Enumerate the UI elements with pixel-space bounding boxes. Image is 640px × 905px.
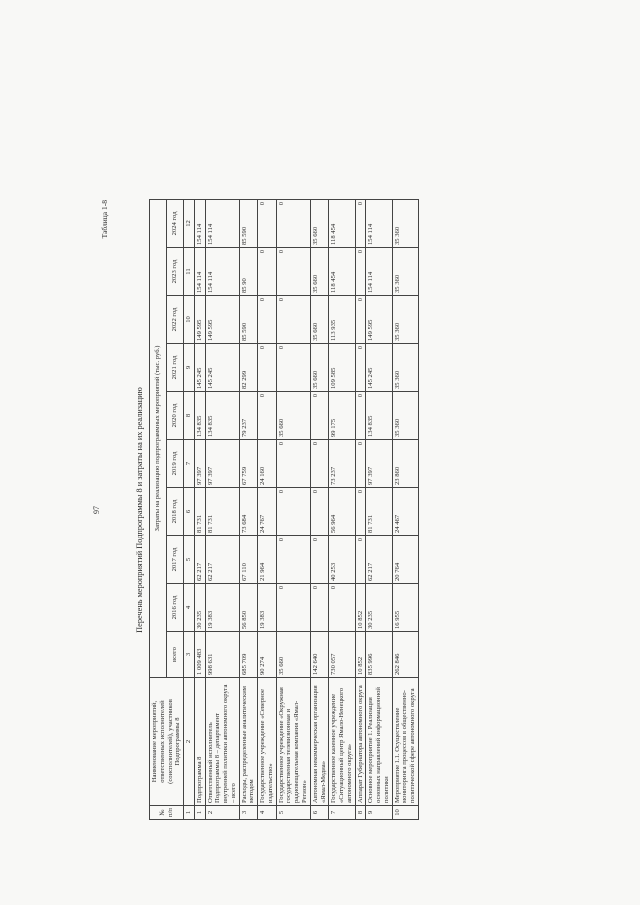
row-name: Государственное казенное учреждение «Ситуационный центр Ямало-Ненецкого автономного округа» — [329, 678, 355, 806]
row-year-value: 35 660 — [310, 296, 329, 344]
row-total: 730 057 — [329, 632, 355, 678]
row-number: 5 — [276, 806, 310, 820]
header-year: 2023 год — [167, 248, 184, 296]
row-name: Мероприятие 1.1. Осуществление мониторинга процессов в общественно-политической сфере автономного округа — [392, 678, 418, 806]
row-year-value: 0 — [258, 344, 277, 392]
row-year-value: 0 — [310, 440, 329, 488]
row-year-value: 0 — [258, 199, 277, 247]
row-year-value: 85 590 — [239, 296, 258, 344]
row-year-value: 0 — [329, 584, 355, 632]
row-year-value: 73 237 — [329, 440, 355, 488]
row-year-value: 154 114 — [366, 248, 392, 296]
row-year-value: 0 — [355, 392, 366, 440]
row-year-value: 19 383 — [205, 584, 239, 632]
row-year-value: 56 850 — [239, 584, 258, 632]
row-year-value: 149 595 — [205, 296, 239, 344]
row-name: Основное мероприятие 1. Реализация основных направлений информационной политики — [366, 678, 392, 806]
row-number: 10 — [392, 806, 418, 820]
row-year-value: 0 — [276, 440, 310, 488]
row-year-value: 145 245 — [366, 344, 392, 392]
row-year-value: 0 — [276, 296, 310, 344]
row-year-value: 0 — [355, 296, 366, 344]
row-year-value: 0 — [310, 584, 329, 632]
row-year-value: 40 253 — [329, 536, 355, 584]
row-name: Расходы, распределенные аналитическим методом — [239, 678, 258, 806]
row-year-value: 0 — [276, 344, 310, 392]
row-name: Государственное учреждение «Северное издательство» — [258, 678, 277, 806]
row-year-value: 35 360 — [392, 296, 418, 344]
row-year-value: 0 — [355, 488, 366, 536]
column-number: 7 — [184, 440, 195, 488]
costs-table — [149, 199, 419, 820]
header-year: 2021 год — [167, 344, 184, 392]
table-row — [205, 199, 239, 819]
row-year-value: 154 114 — [205, 199, 239, 247]
row-year-value: 0 — [258, 296, 277, 344]
row-year-value: 0 — [310, 536, 329, 584]
row-year-value: 149 595 — [194, 296, 205, 344]
table-row — [194, 199, 205, 819]
row-year-value: 21 964 — [258, 536, 277, 584]
row-year-value: 85 90 — [239, 248, 258, 296]
row-year-value: 85 590 — [239, 199, 258, 247]
column-number: 4 — [184, 584, 195, 632]
row-number: 9 — [366, 806, 392, 820]
row-year-value: 0 — [276, 584, 310, 632]
row-year-value: 118 454 — [329, 199, 355, 247]
row-year-value: 35 360 — [392, 392, 418, 440]
header-num: № п/п — [150, 806, 184, 820]
row-year-value: 97 397 — [194, 440, 205, 488]
row-year-value: 10 852 — [355, 584, 366, 632]
row-year-value: 73 684 — [239, 488, 258, 536]
rotated-content — [92, 200, 565, 820]
column-number: 12 — [184, 199, 195, 247]
column-number: 8 — [184, 392, 195, 440]
table-row — [276, 199, 310, 819]
column-number: 9 — [184, 344, 195, 392]
row-year-value: 99 175 — [329, 392, 355, 440]
row-year-value: 35 360 — [392, 199, 418, 247]
row-year-value: 24 467 — [392, 488, 418, 536]
row-year-value: 0 — [355, 440, 366, 488]
header-year: 2020 год — [167, 392, 184, 440]
header-total: всего — [167, 632, 184, 678]
row-year-value: 134 835 — [366, 392, 392, 440]
row-total: 10 852 — [355, 632, 366, 678]
row-year-value: 24 767 — [258, 488, 277, 536]
page-number: 97 — [92, 506, 101, 514]
table-row — [392, 199, 418, 819]
column-number: 1 — [184, 806, 195, 820]
column-number: 2 — [184, 678, 195, 806]
row-year-value: 149 595 — [366, 296, 392, 344]
table-row — [366, 199, 392, 819]
header-year: 2024 год — [167, 199, 184, 247]
row-year-value: 0 — [355, 344, 366, 392]
row-year-value: 35 660 — [276, 392, 310, 440]
table-row — [310, 199, 329, 819]
row-year-value: 109 585 — [329, 344, 355, 392]
row-name: Автономная некоммерческая организация «Ямал-Медиа» — [310, 678, 329, 806]
row-year-value: 81 731 — [194, 488, 205, 536]
row-total: 835 996 — [366, 632, 392, 678]
row-year-value: 154 114 — [194, 199, 205, 247]
column-number: 3 — [184, 632, 195, 678]
row-year-value: 0 — [276, 199, 310, 247]
row-year-value: 16 955 — [392, 584, 418, 632]
row-year-value: 97 397 — [366, 440, 392, 488]
table-label: Таблица 1-8 — [100, 200, 109, 239]
row-number: 6 — [310, 806, 329, 820]
row-total: 1 009 483 — [194, 632, 205, 678]
header-year: 2016 год — [167, 584, 184, 632]
row-name: Государственное учреждение «Окружная государственная телевизионная и радиовещательная компания «Ямал-Регион» — [276, 678, 310, 806]
row-year-value: 35 660 — [310, 344, 329, 392]
row-year-value: 0 — [355, 536, 366, 584]
table-row — [258, 199, 277, 819]
row-year-value: 82 299 — [239, 344, 258, 392]
column-number: 5 — [184, 536, 195, 584]
row-total: 90 274 — [258, 632, 277, 678]
row-name: Ответственный исполнитель Подпрограммы 8 – департамент внутренней политики автономного округа – всего — [205, 678, 239, 806]
header-year: 2022 год — [167, 296, 184, 344]
row-year-value: 0 — [310, 488, 329, 536]
row-year-value: 154 114 — [366, 199, 392, 247]
header-costs: Затраты на реализацию подпрограммных мероприятий (тыс. руб.) — [150, 199, 167, 677]
row-year-value: 154 114 — [194, 248, 205, 296]
row-year-value: 79 237 — [239, 392, 258, 440]
table-row — [329, 199, 355, 819]
table-caption: Перечень мероприятий Подпрограммы 8 и затраты на их реализацию — [135, 387, 144, 633]
row-year-value: 0 — [355, 199, 366, 247]
row-number: 8 — [355, 806, 366, 820]
row-year-value: 20 764 — [392, 536, 418, 584]
row-year-value: 134 835 — [194, 392, 205, 440]
row-number: 3 — [239, 806, 258, 820]
row-year-value: 35 360 — [392, 248, 418, 296]
table-row — [239, 199, 258, 819]
column-number: 11 — [184, 248, 195, 296]
row-year-value: 56 964 — [329, 488, 355, 536]
row-year-value: 81 731 — [366, 488, 392, 536]
row-year-value: 0 — [258, 392, 277, 440]
row-year-value: 0 — [276, 488, 310, 536]
row-year-value: 97 397 — [205, 440, 239, 488]
row-year-value: 30 235 — [366, 584, 392, 632]
row-number: 4 — [258, 806, 277, 820]
row-year-value: 67 759 — [239, 440, 258, 488]
row-total: 35 660 — [276, 632, 310, 678]
row-year-value: 113 935 — [329, 296, 355, 344]
header-year: 2017 год — [167, 536, 184, 584]
row-total: 262 846 — [392, 632, 418, 678]
row-number: 7 — [329, 806, 355, 820]
column-number: 6 — [184, 488, 195, 536]
row-year-value: 154 114 — [205, 248, 239, 296]
row-year-value: 35 360 — [392, 344, 418, 392]
row-year-value: 62 217 — [366, 536, 392, 584]
header-name: Наименование мероприятий, ответственных исполнителей (соисполнителей), участников Подпрограммы 8 — [150, 678, 184, 806]
row-year-value: 134 835 — [205, 392, 239, 440]
row-number: 1 — [194, 806, 205, 820]
header-year: 2018 год — [167, 488, 184, 536]
row-year-value: 62 217 — [205, 536, 239, 584]
row-year-value: 19 383 — [258, 584, 277, 632]
row-year-value: 35 660 — [310, 248, 329, 296]
header-year: 2019 год — [167, 440, 184, 488]
row-year-value: 0 — [276, 536, 310, 584]
row-year-value: 81 731 — [205, 488, 239, 536]
row-year-value: 0 — [276, 248, 310, 296]
row-year-value: 145 245 — [194, 344, 205, 392]
row-number: 2 — [205, 806, 239, 820]
row-year-value: 145 245 — [205, 344, 239, 392]
row-year-value: 67 110 — [239, 536, 258, 584]
row-year-value: 0 — [310, 392, 329, 440]
row-name: Аппарат Губернатора автономного округа — [355, 678, 366, 806]
row-year-value: 23 860 — [392, 440, 418, 488]
row-name: Подпрограмма 8 — [194, 678, 205, 806]
row-year-value: 118 454 — [329, 248, 355, 296]
row-year-value: 62 217 — [194, 536, 205, 584]
row-total: 685 709 — [239, 632, 258, 678]
row-year-value: 0 — [355, 248, 366, 296]
row-total: 142 640 — [310, 632, 329, 678]
row-year-value: 30 235 — [194, 584, 205, 632]
row-year-value: 24 160 — [258, 440, 277, 488]
row-year-value: 35 660 — [310, 199, 329, 247]
row-year-value: 0 — [258, 248, 277, 296]
table-row — [355, 199, 366, 819]
column-number: 10 — [184, 296, 195, 344]
row-total: 998 631 — [205, 632, 239, 678]
